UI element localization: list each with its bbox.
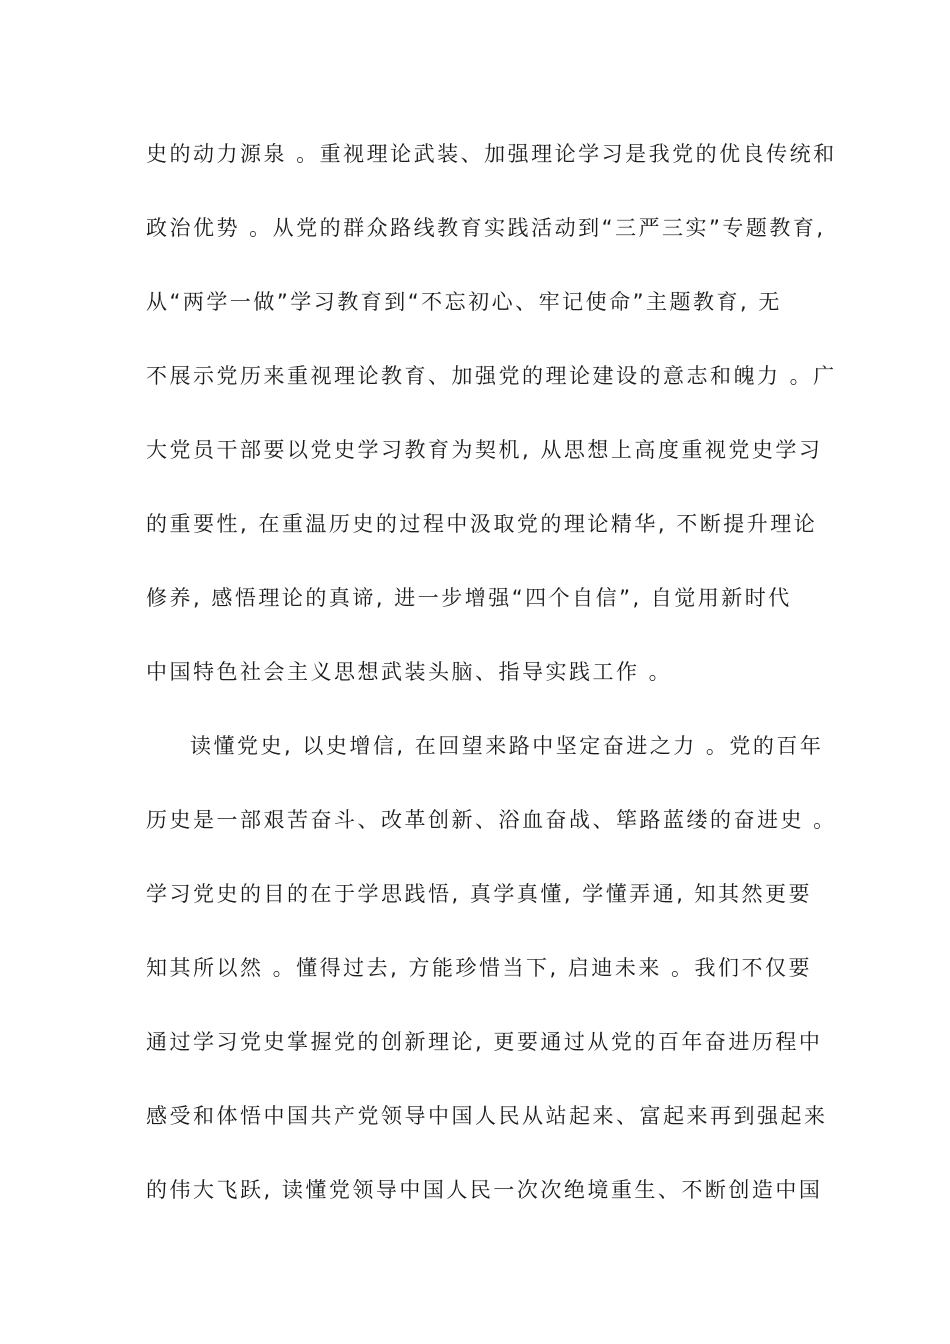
text-line: 中国特色社会主义思想武装头脑、指导实践工作 。 <box>146 660 673 684</box>
text-line: 通过学习党史掌握党的创新理论, 更要通过从党的百年奋进历程中 <box>146 1030 823 1054</box>
body-text <box>146 132 837 1242</box>
text-line: 政治优势 。从党的群众路线教育实践活动到“三严三实”专题教育, <box>146 216 826 240</box>
text-line: 的伟大飞跃, 读懂党领导中国人民一次次绝境重生、不断创造中国 <box>146 1178 823 1202</box>
text-line: 大党员干部要以党史学习教育为契机, 从思想上高度重视党史学习 <box>146 438 823 462</box>
text-line: 从“两学一做”学习教育到“不忘初心、牢记使命”主题教育, 无 <box>146 290 782 314</box>
text-line: 学习党史的目的在于学思践悟, 真学真懂, 学懂弄通, 知其然更要 <box>146 882 813 906</box>
text-line: 知其所以然 。懂得过去, 方能珍惜当下, 启迪未来 。我们不仅要 <box>146 956 813 980</box>
text-line: 感受和体悟中国共产党领导中国人民从站起来、富起来再到强起来 <box>146 1104 828 1128</box>
text-line: 历史是一部艰苦奋斗、改革创新、浴血奋战、筚路蓝缕的奋进史 。 <box>146 808 837 832</box>
paragraph-first-line: 读懂党史, 以史增信, 在回望来路中坚定奋进之力 。党的百年 <box>190 734 824 758</box>
text-line: 史的动力源泉 。重视理论武装、加强理论学习是我党的优良传统和 <box>146 142 837 166</box>
text-line: 的重要性, 在重温历史的过程中汲取党的理论精华, 不断提升理论 <box>146 512 818 536</box>
text-line: 修养, 感悟理论的真谛, 进一步增强“四个自信”, 自觉用新时代 <box>146 586 792 610</box>
text-line: 不展示党历来重视理论教育、加强党的理论建设的意志和魄力 。广 <box>146 364 837 388</box>
